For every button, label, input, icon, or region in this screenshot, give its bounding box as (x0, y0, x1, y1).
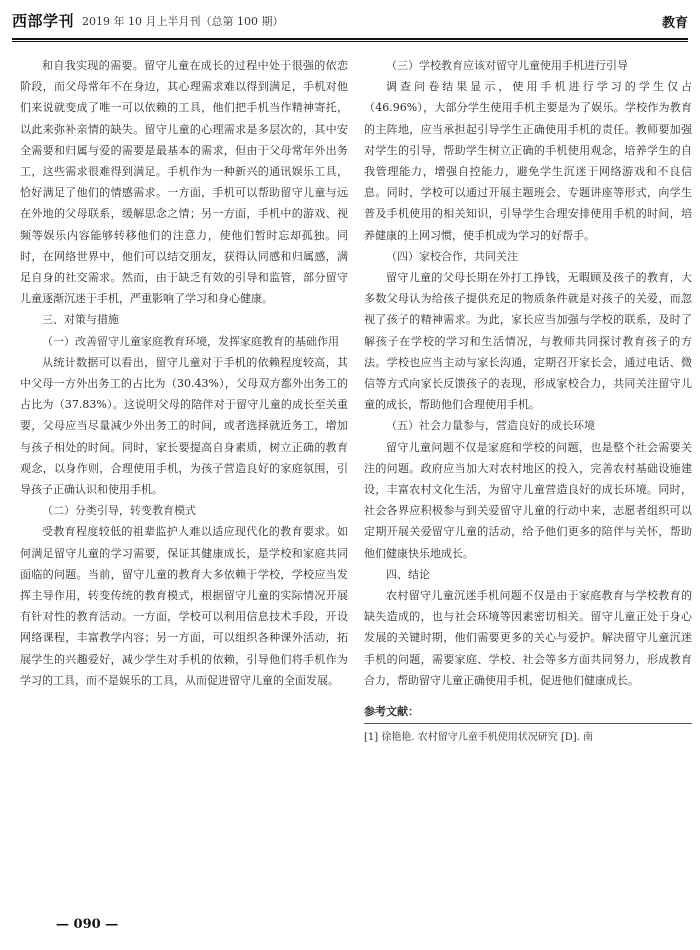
journal-logo: 西部学刊 (12, 12, 75, 30)
section-heading: 四、结论 (386, 567, 430, 581)
subsection-heading: （五）社会力量参与，营造良好的成长环境 (386, 419, 595, 433)
paragraph: 从统计数据可以看出，留守儿童对于手机的依赖程度较高，其中父母一方外出务工的占比为（30.43%），父母双方都外出务工的占比为（37.83%）。这说明父母的陪伴对于留守儿童的成长至关重要，父母应当尽量减少外出务工的时间，或者选择就近务工，增加与孩子相处的时间。同时，家长要提高自身素质，树立正确的教育观念，以身作则，合理使用手机，为孩子营造良好的家庭氛围，引导孩子正确认识和使用手机。 (20, 355, 348, 497)
right-column (364, 55, 692, 746)
subsection-heading: （二）分类引导，转变教育模式 (42, 504, 196, 518)
issue-info: 2019 年 10 月上半月刊（总第 100 期） (82, 15, 284, 28)
left-column (20, 55, 348, 691)
reference-item: [1] 徐艳艳. 农村留守儿童手机使用状况研究 [D]. 南 (364, 732, 594, 744)
references-title: 参考文献： (364, 705, 419, 719)
subsection-heading: （三）学校教育应该对留守儿童使用手机进行引导 (386, 59, 628, 72)
paragraph: 和自我实现的需要。留守儿童在成长的过程中处于很强的依恋阶段，而父母常年不在身边，其心理需求难以得到满足，手机对他们来说就变成了唯一可以依赖的工具，他们把手机当作精神寄托，以此来弥补亲情的缺失。留守儿童的心理需求是多层次的，其中安全需要和归属与爱的需要是最基本的需求，但由于父母常年外出务工，这些需求很难得到满足。手机作为一种新兴的通讯娱乐工具，恰好满足了他们的情感需求。一方面，手机可以帮助留守儿童与远在外地的父母联系，缓解思念之情；另一方面，手机中的游戏、视频等娱乐内容能够转移他们的注意力，使他们暂时忘却孤独。同时，在网络世界中，他们可以结交朋友，获得认同感和归属感，满足自身的社交需求。然而，由于缺乏有效的引导和监管，部分留守儿童逐渐沉迷于手机，严重影响了学习和身心健康。 (20, 59, 348, 306)
references-rule (364, 723, 692, 724)
section-tag: 教育 (661, 16, 688, 31)
paragraph: 受教育程度较低的祖辈监护人难以适应现代化的教育要求。如何满足留守儿童的学习需要，保证其健康成长，是学校和家庭共同面临的问题。当前，留守儿童的教育大多依赖于学校，学校应当发挥主导作用，转变传统的教育模式，根据留守儿童的实际情况开展有针对性的教育活动。一方面，学校可以利用信息技术手段，开设网络课程，丰富教学内容；另一方面，可以组织各种课外活动，拓展学生的兴趣爱好，减少学生对手机的依赖，引导他们将手机作为学习的工具，而不是娱乐的工具，从而促进留守儿童的全面发展。 (20, 525, 348, 687)
paragraph: 留守儿童的父母长期在外打工挣钱，无暇顾及孩子的教育，大多数父母认为给孩子提供充足的物质条件就是对孩子的关爱，而忽视了孩子的精神需求。为此，家长应当加强与学校的联系，及时了解孩子在学校的学习和生活情况，与教师共同探讨教育孩子的方法。学校也应当主动与家长沟通，定期召开家长会，通过电话、微信等方式向家长反馈孩子的表现，形成家校合力，共同关注留守儿童的成长，帮助他们合理使用手机。 (364, 271, 692, 412)
subsection-heading: （四）家校合作，共同关注 (386, 249, 518, 263)
subsection-heading: （一）改善留守儿童家庭教育环境，发挥家庭教育的基础作用 (42, 334, 339, 348)
paragraph: 调查问卷结果显示，使用手机进行学习的学生仅占（46.96%），大部分学生使用手机主要是为了娱乐。学校作为教育的主阵地，应当承担起引导学生正确使用手机的责任。教师要加强对学生的引导，帮助学生树立正确的手机使用观念，培养学生的自我管理能力，增强自控能力，避免学生沉迷于网络游戏和不良信息。同时，学校可以通过开展主题班会、专题讲座等形式，向学生普及手机使用的相关知识，引导学生合理安排使用手机的时间，培养健康的上网习惯，使手机成为学习的好帮手。 (364, 80, 692, 242)
page-header (12, 10, 688, 40)
paragraph: 农村留守儿童沉迷手机问题不仅是由于家庭教育与学校教育的缺失造成的，也与社会环境等因素密切相关。留守儿童正处于身心发展的关键时期，他们需要更多的关心与爱护。解决留守儿童沉迷手机的问题，需要家庭、学校、社会等多方面共同努力，形成教育合力，帮助留守儿童正确使用手机，促进他们健康成长。 (364, 589, 692, 687)
section-heading: 三、对策与措施 (42, 313, 119, 327)
paragraph: 留守儿童问题不仅是家庭和学校的问题，也是整个社会需要关注的问题。政府应当加大对农村地区的投入，完善农村基础设施建设，丰富农村文化生活，为留守儿童营造良好的成长环境。同时，社会各界应积极参与到关爱留守儿童的行动中来，志愿者组织可以定期开展关爱留守儿童的活动，给予他们更多的陪伴与关怀，帮助他们健康快乐地成长。 (364, 440, 692, 560)
header-rule-thin (12, 41, 688, 42)
page-number: — 090 — (56, 917, 119, 932)
header-rule (12, 38, 688, 40)
